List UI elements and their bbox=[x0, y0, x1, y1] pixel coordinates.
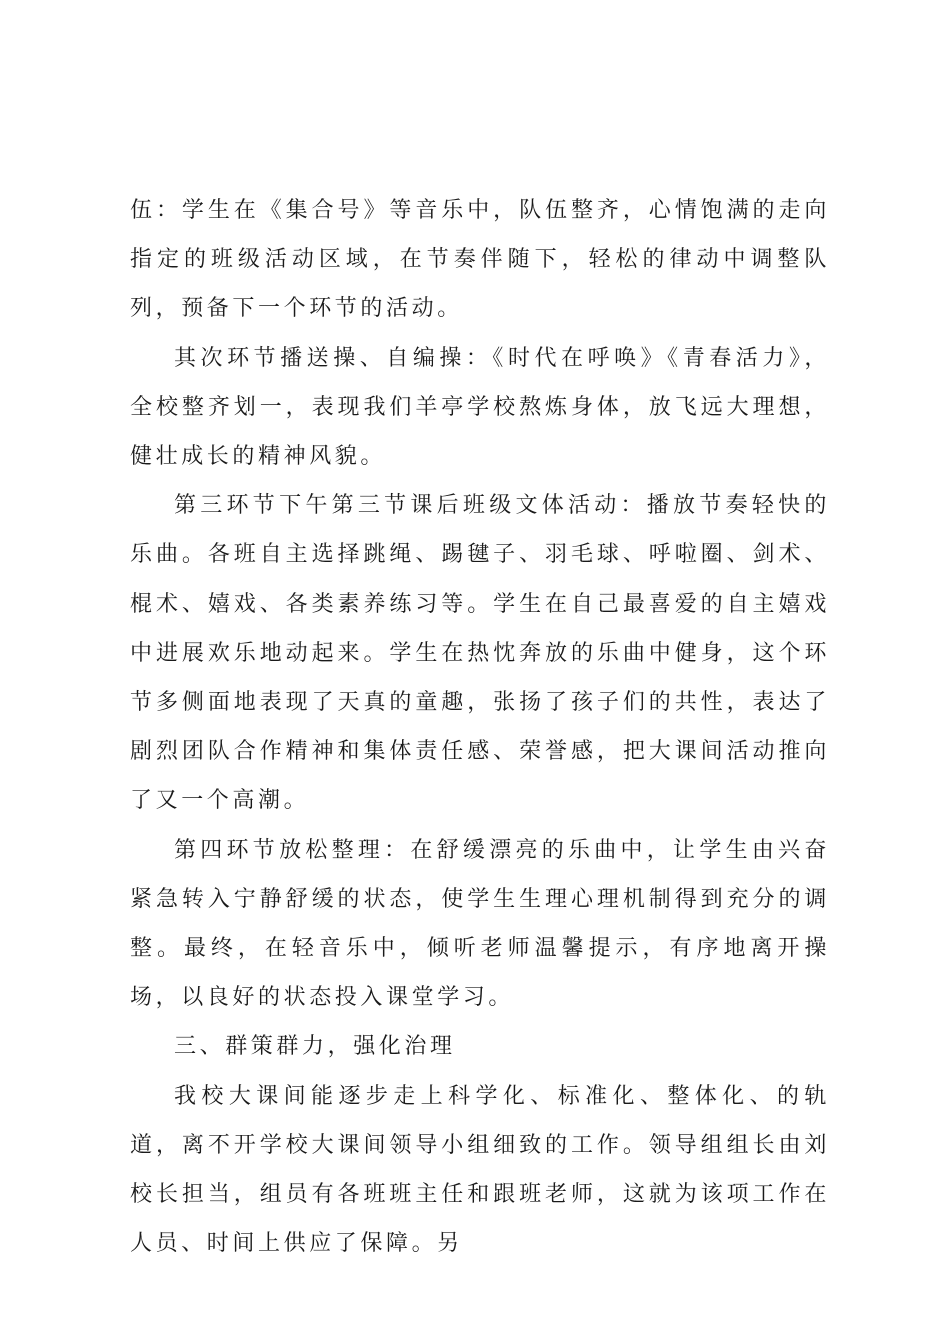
paragraph-continuation: 伍：学生在《集合号》等音乐中，队伍整齐，心情饱满的走向指定的班级活动区域，在节奏伴随下，轻松的律动中调整队列，预备下一个环节的活动。 bbox=[130, 198, 830, 322]
paragraph-third-segment: 第三环节下午第三节课后班级文体活动：播放节奏轻快的乐曲。各班自主选择跳绳、踢毽子、羽毛球、呼啦圈、剑术、棍术、嬉戏、各类素养练习等。学生在自己最喜爱的自主嬉戏中进展欢乐地动起来。学生在热忱奔放的乐曲中健身，这个环节多侧面地表现了天真的童趣，张扬了孩子们的共性，表达了剧烈团队合作精神和集体责任感、荣誉感，把大课间活动推向了又一个高潮。 bbox=[130, 493, 830, 814]
document-body bbox=[130, 186, 830, 1268]
paragraph-second-segment: 其次环节播送操、自编操：《时代在呼唤》《青春活力》，全校整齐划一，表现我们羊亭学校熬炼身体，放飞远大理想，健壮成长的精神风貌。 bbox=[130, 345, 830, 470]
paragraph-management: 我校大课间能逐步走上科学化、标准化、整体化、的轨道，离不开学校大课间领导小组细致的工作。领导组组长由刘校长担当，组员有各班班主任和跟班老师，这就为该项工作在人员、时间上供应了保障。另 bbox=[130, 1083, 830, 1257]
paragraph-fourth-segment: 第四环节放松整理：在舒缓漂亮的乐曲中，让学生由兴奋紧急转入宁静舒缓的状态，使学生生理心理机制得到充分的调整。最终，在轻音乐中，倾听老师温馨提示，有序地离开操场，以良好的状态投入课堂学习。 bbox=[130, 837, 830, 1011]
section-heading: 三、群策群力，强化治理 bbox=[174, 1034, 456, 1060]
